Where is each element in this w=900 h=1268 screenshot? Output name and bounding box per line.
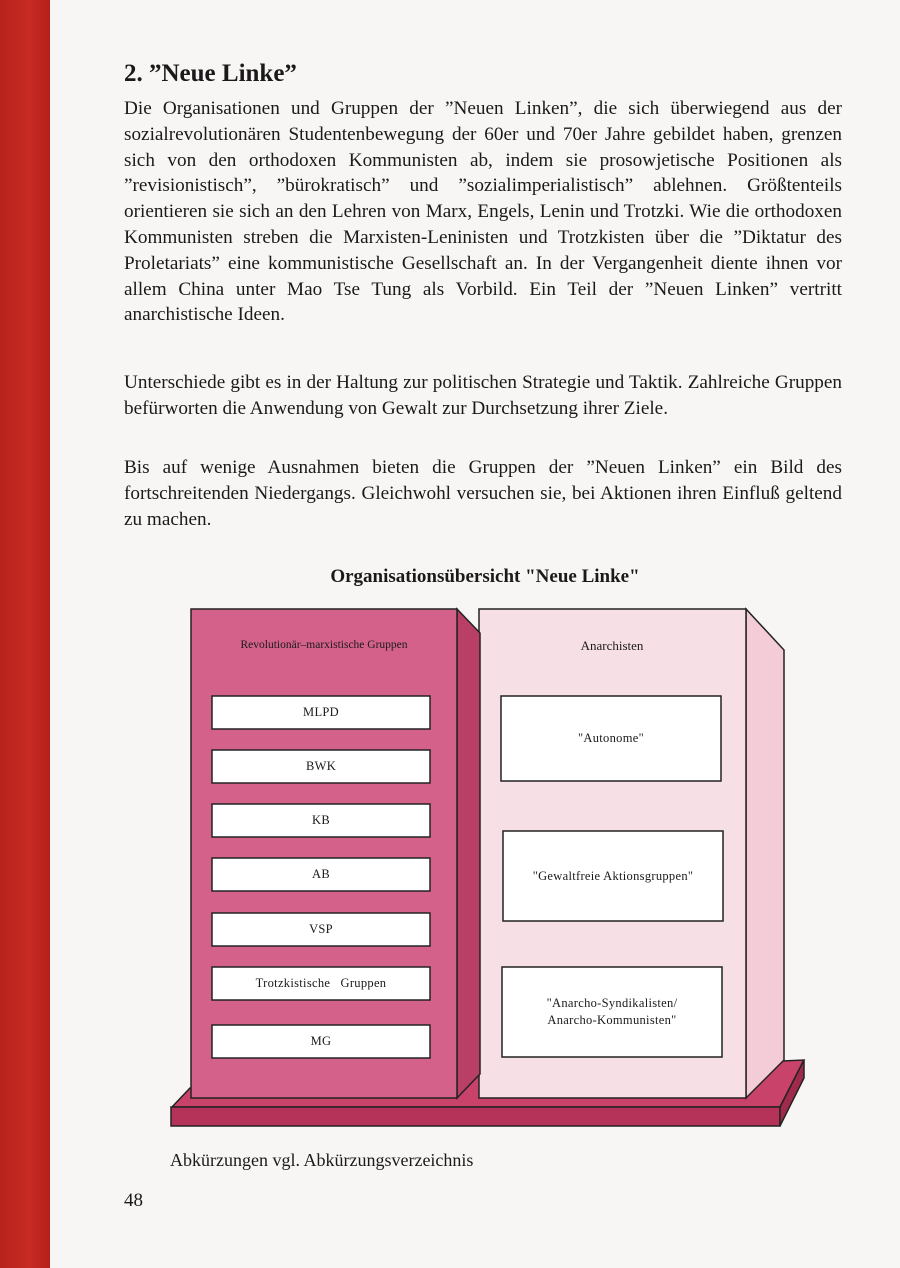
left-label-trotzkisten: Trotzkistische Gruppen — [255, 976, 387, 990]
left-panel-side — [457, 609, 480, 1098]
right-panel-side — [746, 609, 784, 1098]
right-label-gewaltfreie: "Gewaltfreie Aktionsgruppen" — [532, 868, 694, 883]
left-label-ab: AB — [312, 867, 330, 881]
section-heading: 2. ”Neue Linke” — [124, 60, 297, 87]
right-column-title: Anarchisten — [580, 638, 644, 653]
base-platform-front — [171, 1107, 780, 1126]
paragraph-1: Die Organisationen und Gruppen der ”Neuen Linken”, die sich überwiegend aus der sozialrevolutionären Studentenbewegung der 60er und 70er Jahre gebildet haben, grenzen sich von den orthodoxen Kommunisten ab, indem sie prosowjetische Positionen als ”revisionistisch”, ”bürokratisch” und ”sozialimperialistisch” ablehnen. Größtenteils orientieren sie sich an den Lehren von Marx, Engels, Lenin und Trotzki. Wie die orthodoxen Kommunisten streben die Marxisten-Leninisten und Trotzkisten über die ”Diktatur des Proletariats” eine kommunistische Gesellschaft an. In der Vergangenheit diente ihnen vor allem China unter Mao Tse Tung als Vorbild. Ein Teil der ”Neuen Linken” vertritt anarchistische Ideen. — [124, 98, 842, 326]
footnote: Abkürzungen vgl. Abkürzungsverzeichnis — [170, 1150, 474, 1170]
diagram-title: Organisationsübersicht "Neue Linke" — [330, 566, 640, 587]
left-label-kb: KB — [312, 813, 330, 827]
right-label-autonome: "Autonome" — [578, 731, 644, 745]
right-label-anarcho: "Anarcho-Syndikalisten/ Anarcho-Kommunisten" — [546, 996, 678, 1027]
paragraph-2: Unterschiede gibt es in der Haltung zur politischen Strategie und Taktik. Zahlreiche Gruppen befürworten die Anwendung von Gewalt zur Durchsetzung ihrer Ziele. — [124, 372, 842, 419]
left-label-bwk: BWK — [305, 759, 337, 773]
left-label-vsp: VSP — [309, 922, 333, 936]
paragraph-3: Bis auf wenige Ausnahmen bieten die Gruppen der ”Neuen Linken” ein Bild des fortschreitenden Niedergangs. Gleichwohl versuchen sie, bei Aktionen ihren Einfluß geltend zu machen. — [124, 457, 842, 530]
left-column-title: Revolutionär–marxistische Gruppen — [240, 639, 408, 651]
page-number: 48 — [124, 1190, 143, 1211]
left-label-mlpd: MLPD — [303, 705, 339, 719]
left-label-mg: MG — [310, 1034, 332, 1048]
